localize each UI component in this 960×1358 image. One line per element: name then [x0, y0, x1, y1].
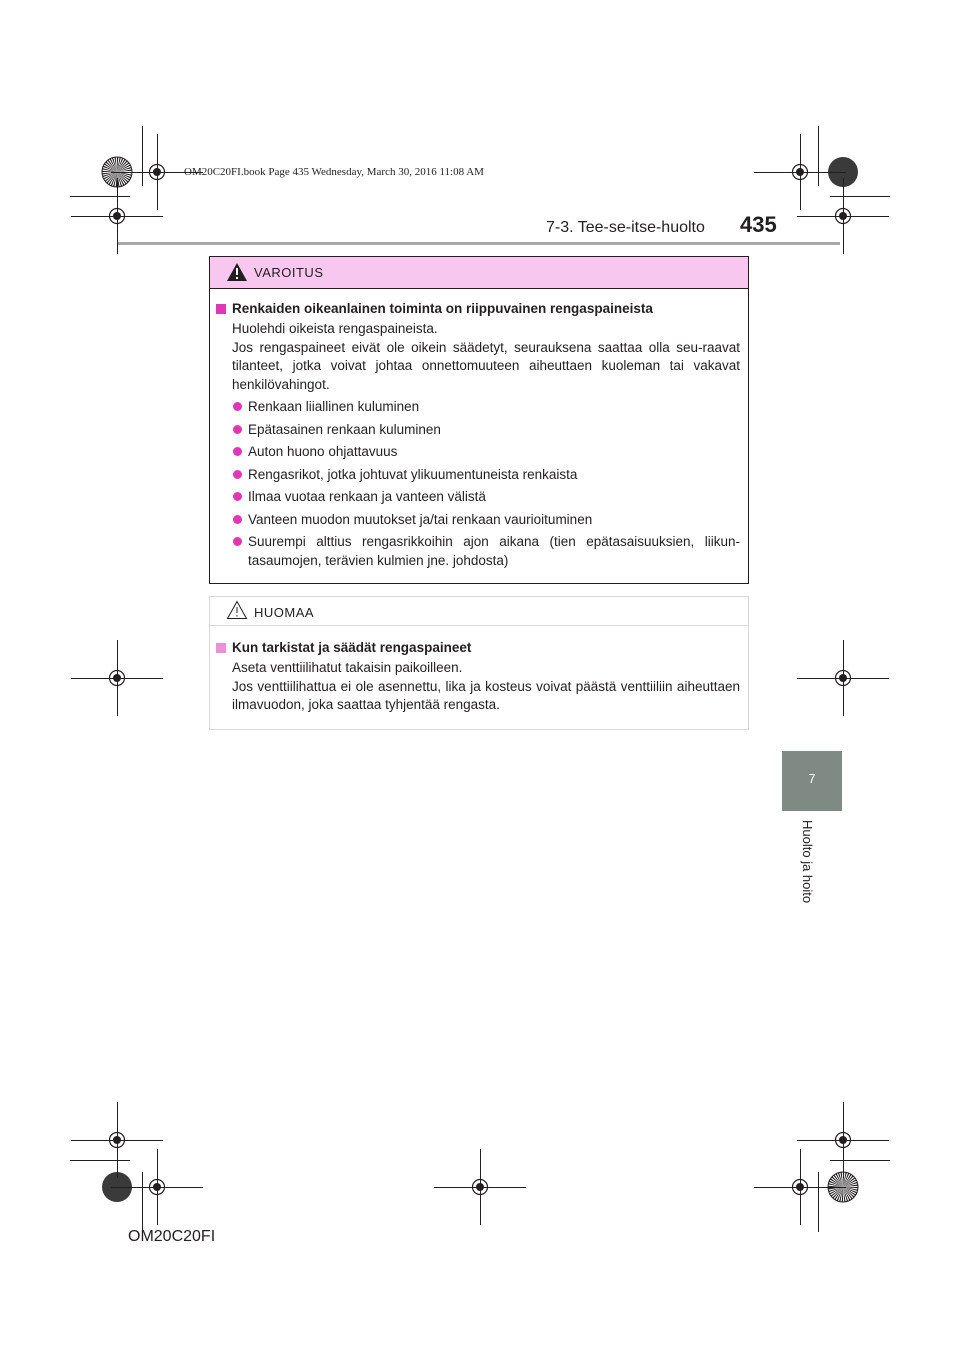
- list-item: Suurempi alttius rengasrikkoihin ajon aikana (tien epätasaisuuksien, liikun-tasaumojen, terävien kulmien jne. johdosta): [216, 533, 740, 570]
- manual-code: OM20C20FI: [128, 1228, 216, 1245]
- caution-header: [210, 597, 748, 626]
- square-bullet-icon: [216, 304, 226, 314]
- warning-para-1: Huolehdi oikeista rengaspaineista.: [232, 321, 438, 336]
- caution-para-2: Jos venttiilihattua ei ole asennettu, lika ja kosteus voivat päästä venttiiliin aiheuttaen ilmavuodon, joka saattaa tyhjentää rengasta.: [232, 678, 740, 712]
- chapter-title: [793, 820, 833, 920]
- warning-title-text: Renkaiden oikeanlainen toiminta on riippuvainen rengaspaineista: [232, 301, 653, 316]
- registration-mark-icon: [108, 669, 126, 687]
- warning-list: [216, 398, 740, 570]
- registration-mark-icon: [108, 207, 126, 225]
- header-rule: [118, 242, 840, 245]
- caution-triangle-icon: [226, 600, 248, 620]
- trim-line: [818, 1172, 819, 1232]
- list-item: Rengasrikot, jotka johtuvat ylikuumentuneista renkaista: [216, 466, 740, 485]
- section-title: 7-3. Tee-se-itse-huolto: [546, 219, 705, 236]
- registration-mark-icon: [834, 207, 852, 225]
- caution-title: [216, 639, 740, 657]
- warning-triangle-icon: [226, 262, 248, 282]
- chapter-number: 7: [808, 771, 816, 786]
- bullet-dot-icon: [233, 447, 242, 456]
- warning-label: VAROITUS: [254, 265, 324, 280]
- caution-title-text: Kun tarkistat ja säädät rengaspaineet: [232, 640, 472, 655]
- bullet-dot-icon: [233, 537, 242, 546]
- bullet-dot-icon: [233, 492, 242, 501]
- bullet-dot-icon: [233, 402, 242, 411]
- registration-mark-icon: [791, 1178, 809, 1196]
- warning-box: [209, 256, 749, 584]
- print-info: OM20C20FI.book Page 435 Wednesday, March 30, 2016 11:08 AM: [184, 166, 484, 178]
- trim-line: [70, 1160, 130, 1161]
- caution-para-1: Aseta venttiilihatut takaisin paikoilleen.: [232, 660, 463, 675]
- warning-para-2: Jos rengaspaineet eivät ole oikein säädetyt, seurauksena saattaa olla seu-raavat tilanteet, jotka voivat johtaa onnettomuuteen aiheuttaen kuoleman tai vakavat henkilövahingot.: [232, 339, 740, 392]
- caution-content: [216, 639, 740, 715]
- warning-title: [216, 300, 740, 318]
- list-item: Vanteen muodon muutokset ja/tai renkaan vaurioituminen: [216, 511, 740, 530]
- caution-box: [209, 596, 749, 730]
- warning-header: [210, 257, 748, 289]
- trim-line: [70, 196, 130, 197]
- chapter-title-text: Huolto ja hoito: [800, 820, 815, 904]
- registration-mark-icon: [471, 1178, 489, 1196]
- registration-mark-icon: [108, 1131, 126, 1149]
- warning-content: [216, 300, 740, 574]
- page-number: 435: [740, 212, 777, 237]
- list-item: Auton huono ohjattavuus: [216, 443, 740, 462]
- bullet-dot-icon: [233, 470, 242, 479]
- registration-mark-icon: [148, 1178, 166, 1196]
- trim-line: [818, 126, 819, 186]
- registration-mark-icon: [834, 669, 852, 687]
- list-item: Renkaan liiallinen kuluminen: [216, 398, 740, 417]
- trim-line: [830, 196, 890, 197]
- chapter-tab: [782, 751, 842, 811]
- square-bullet-icon: [216, 643, 226, 653]
- trim-line: [142, 126, 143, 186]
- trim-line: [830, 1160, 890, 1161]
- list-item: Ilmaa vuotaa renkaan ja vanteen välistä: [216, 488, 740, 507]
- bullet-dot-icon: [233, 425, 242, 434]
- bullet-dot-icon: [233, 515, 242, 524]
- registration-mark-icon: [834, 1131, 852, 1149]
- trim-line: [142, 1172, 143, 1232]
- caution-label: HUOMAA: [254, 605, 315, 620]
- list-item: Epätasainen renkaan kuluminen: [216, 421, 740, 440]
- registration-mark-icon: [791, 163, 809, 181]
- registration-mark-icon: [148, 163, 166, 181]
